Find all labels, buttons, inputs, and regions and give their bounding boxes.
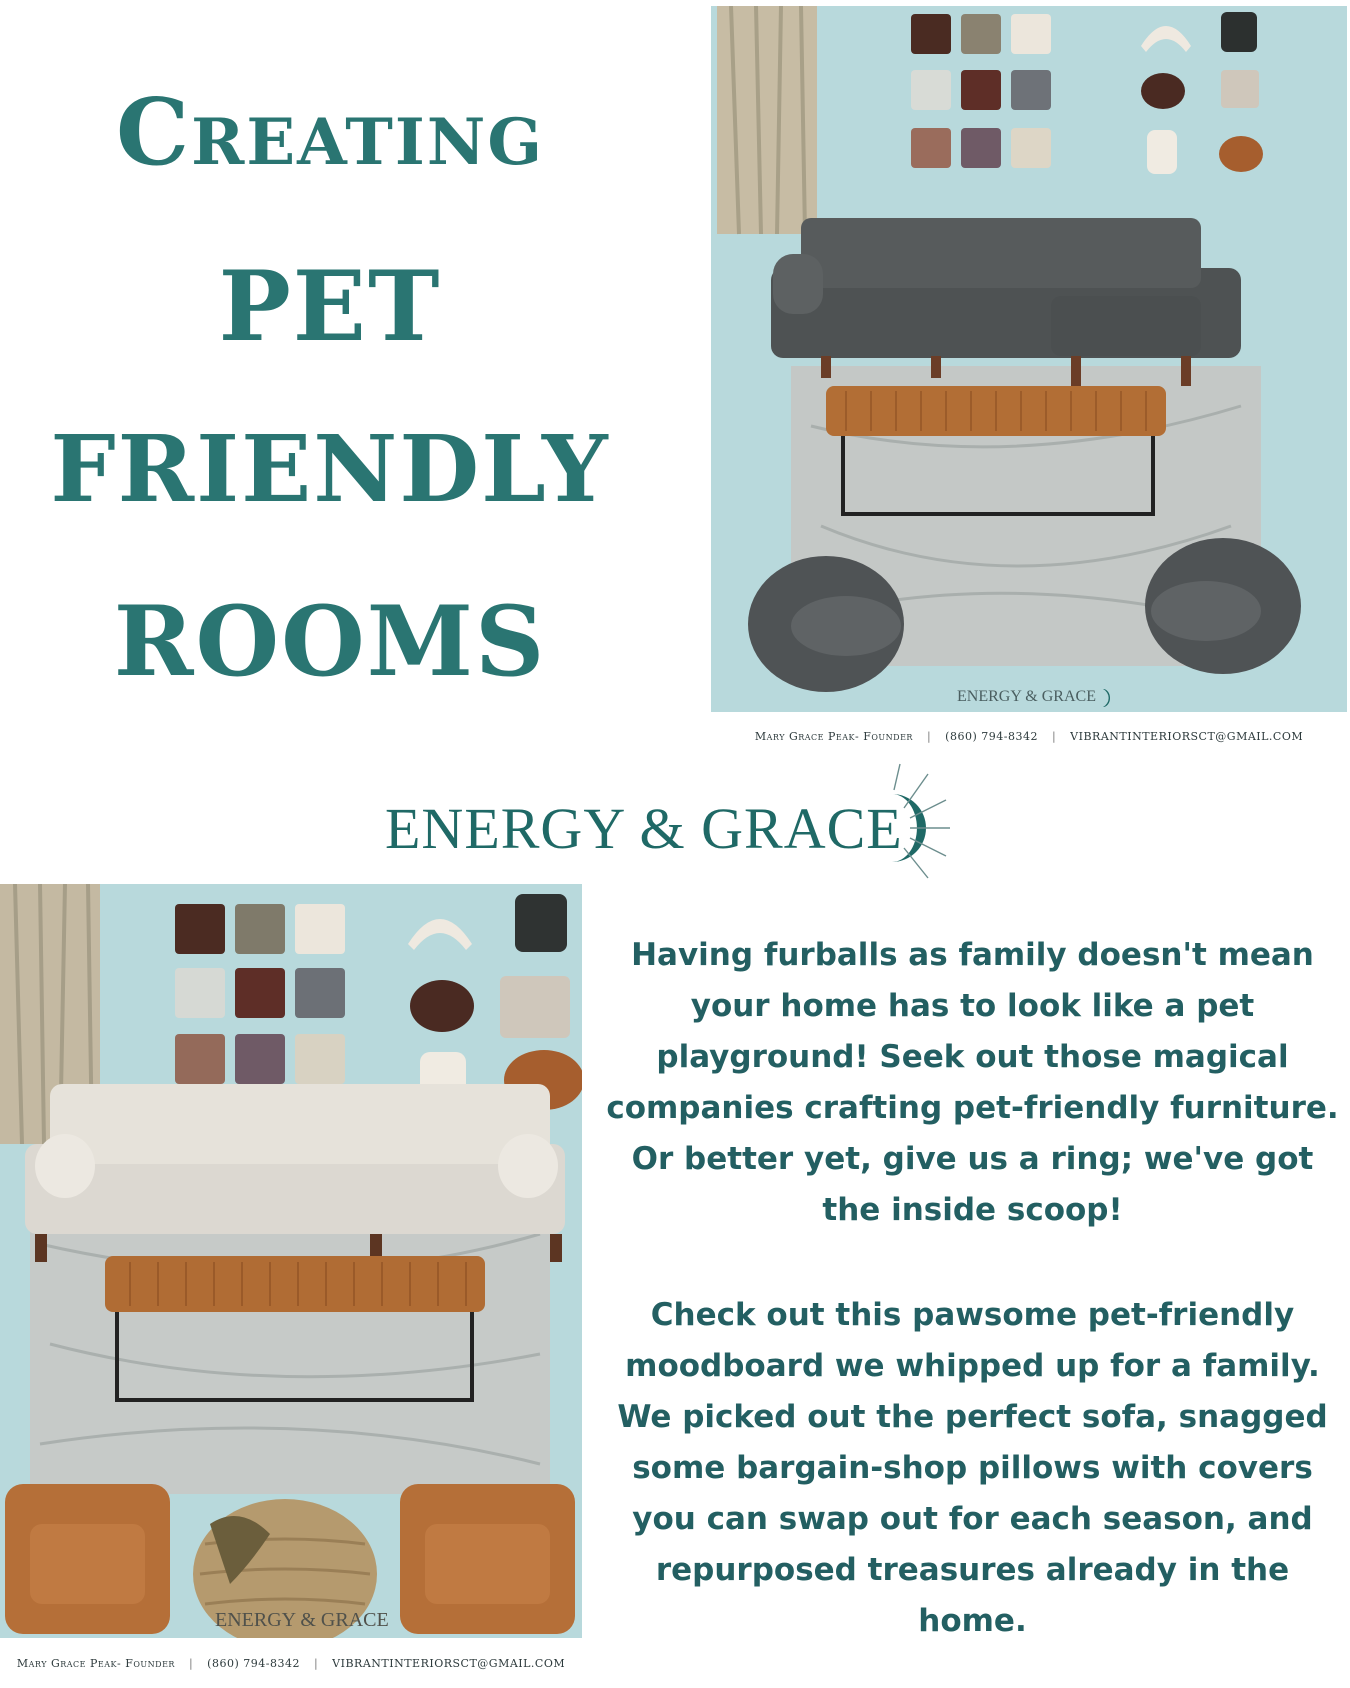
- footer-phone: (860) 794-8342: [945, 729, 1038, 743]
- footer-separator: |: [313, 1656, 319, 1670]
- brand-moon-icon: [880, 760, 960, 880]
- footer-separator: |: [1051, 729, 1057, 743]
- footer-separator: |: [926, 729, 932, 743]
- poufs: [408, 894, 582, 1114]
- moodboard-top-brand-icon: [1095, 686, 1119, 710]
- footer-founder: Mary Grace Peak- Founder: [754, 729, 913, 743]
- moodboard-bottom-illustration: [0, 884, 582, 1688]
- pillow-grid: [911, 14, 1051, 168]
- moodboard-top-footer: [711, 712, 1347, 760]
- moodboard-top-illustration: [711, 6, 1347, 760]
- moodboard-top-brand: ENERGY & GRACE: [957, 688, 1096, 705]
- footer-phone: (860) 794-8342: [207, 1656, 300, 1670]
- pillow-grid: [175, 904, 345, 1084]
- intro-paragraph: Having furballs as family doesn't mean your home has to look like a pet playground! Seek out those magical companies crafting pet-friendly furniture. Or better yet, give us a ring; we've got the inside scoop!: [606, 937, 1339, 1228]
- moodboard-bottom-footer: [0, 1638, 582, 1688]
- moodboard-bottom: [0, 884, 582, 1688]
- sectional-sofa: [771, 218, 1241, 386]
- title-line-creating: Creating: [115, 78, 545, 186]
- moodboard-top: [711, 6, 1347, 760]
- poufs: [1141, 12, 1263, 174]
- brand-name: ENERGY & GRACE: [385, 796, 903, 861]
- title-line-friendly: FRIENDLY: [50, 415, 610, 523]
- footer-email[interactable]: VIBRANTINTERIORSCT@GMAIL.COM: [332, 1656, 566, 1670]
- title-line-pet: PET: [218, 250, 442, 363]
- footer-separator: |: [188, 1656, 194, 1670]
- moodboard-bottom-brand: ENERGY & GRACE: [215, 1609, 389, 1631]
- footer-founder: Mary Grace Peak- Founder: [16, 1656, 175, 1670]
- title-line-rooms: ROOMS: [113, 585, 547, 698]
- moodboard-paragraph: Check out this pawsome pet-friendly moodboard we whipped up for a family. We picked out the perfect sofa, snagged some bargain-shop pillows with covers you can swap out for each season, and repurposed treasures already in the home.: [617, 1297, 1328, 1639]
- footer-email[interactable]: VIBRANTINTERIORSCT@GMAIL.COM: [1070, 729, 1304, 743]
